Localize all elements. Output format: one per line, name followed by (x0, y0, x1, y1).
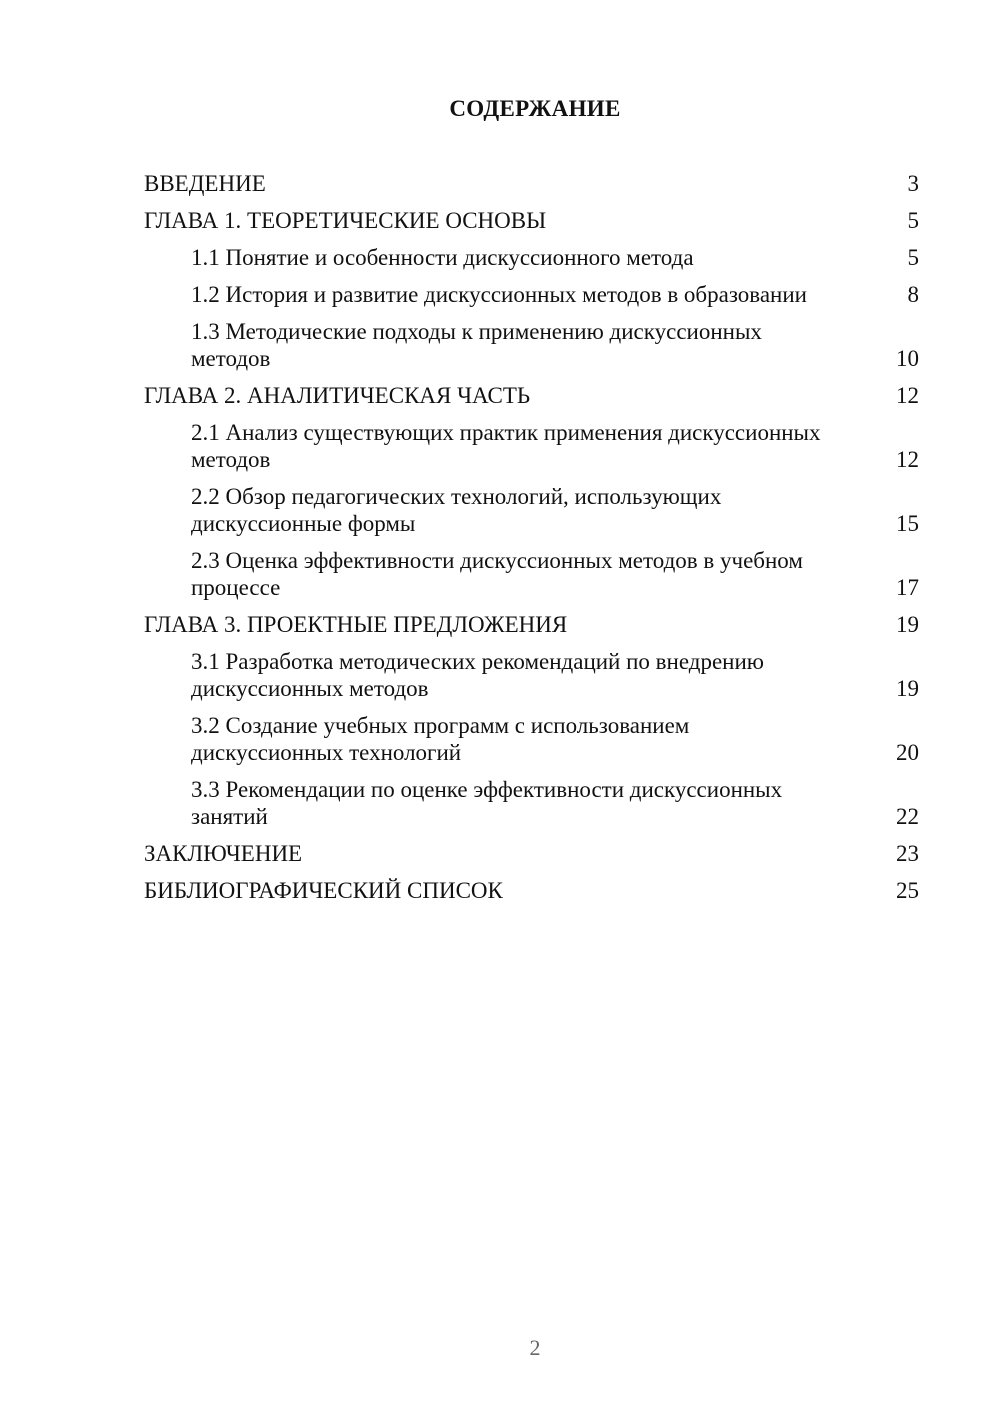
toc-entry-page: 19 (896, 612, 919, 637)
toc-entry-label: 3.1 Разработка методических рекомендаций по внедрению дискуссионных методов (191, 649, 764, 701)
page-number: 2 (529, 1335, 541, 1360)
toc-entry-label: 2.2 Обзор педагогических технологий, использующих дискуссионные формы (191, 484, 722, 536)
toc-entry-label: 2.3 Оценка эффективности дискуссионных методов в учебном процессе (191, 548, 803, 600)
toc-entry-page: 12 (896, 383, 919, 408)
toc-entry-section-1-3[interactable] (144, 318, 919, 372)
toc-entry-section-3-3[interactable] (144, 776, 919, 830)
toc-entry-label: ЗАКЛЮЧЕНИЕ (144, 841, 303, 866)
page-title: СОДЕРЖАНИЕ (449, 96, 621, 121)
toc-entry-section-2-3[interactable] (144, 547, 919, 601)
toc-entry-label: ГЛАВА 1. ТЕОРЕТИЧЕСКИЕ ОСНОВЫ (144, 208, 547, 233)
toc-entry-page: 25 (896, 878, 919, 903)
table-of-contents (144, 170, 919, 914)
toc-entry-page: 23 (896, 841, 919, 866)
toc-entry-conclusion[interactable] (144, 840, 919, 867)
toc-entry-label: 3.2 Создание учебных программ с использованием дискуссионных технологий (191, 713, 690, 765)
toc-entry-section-3-2[interactable] (144, 712, 919, 766)
toc-entry-page: 12 (896, 447, 919, 472)
toc-entry-section-2-2[interactable] (144, 483, 919, 537)
toc-entry-chapter-2[interactable] (144, 382, 919, 409)
toc-entry-introduction[interactable] (144, 170, 919, 197)
toc-entry-page: 8 (907, 282, 919, 307)
toc-entry-chapter-1[interactable] (144, 207, 919, 234)
toc-entry-section-2-1[interactable] (144, 419, 919, 473)
toc-entry-bibliography[interactable] (144, 877, 919, 904)
toc-entry-page: 5 (907, 245, 919, 270)
toc-entry-page: 5 (907, 208, 919, 233)
toc-entry-section-1-2[interactable] (144, 281, 919, 308)
toc-entry-label: БИБЛИОГРАФИЧЕСКИЙ СПИСОК (144, 878, 503, 903)
toc-entry-label: ВВЕДЕНИЕ (144, 171, 266, 196)
toc-entry-label: 1.2 История и развитие дискуссионных методов в образовании (191, 282, 807, 307)
toc-entry-page: 15 (896, 511, 919, 536)
toc-entry-page: 17 (896, 575, 919, 600)
toc-entry-label: ГЛАВА 3. ПРОЕКТНЫЕ ПРЕДЛОЖЕНИЯ (144, 612, 568, 637)
toc-entry-label: 3.3 Рекомендации по оценке эффективности дискуссионных занятий (191, 777, 783, 829)
toc-entry-page: 22 (896, 804, 919, 829)
toc-entry-page: 20 (896, 740, 919, 765)
toc-entry-chapter-3[interactable] (144, 611, 919, 638)
toc-entry-section-3-1[interactable] (144, 648, 919, 702)
toc-entry-label: 1.3 Методические подходы к применению дискуссионных методов (191, 319, 762, 371)
toc-entry-label: 2.1 Анализ существующих практик применения дискуссионных методов (191, 420, 821, 472)
toc-entry-section-1-1[interactable] (144, 244, 919, 271)
toc-entry-label: ГЛАВА 2. АНАЛИТИЧЕСКАЯ ЧАСТЬ (144, 383, 531, 408)
toc-entry-label: 1.1 Понятие и особенности дискуссионного метода (191, 245, 694, 270)
toc-entry-page: 3 (907, 171, 919, 196)
toc-entry-page: 19 (896, 676, 919, 701)
toc-entry-page: 10 (896, 346, 919, 371)
